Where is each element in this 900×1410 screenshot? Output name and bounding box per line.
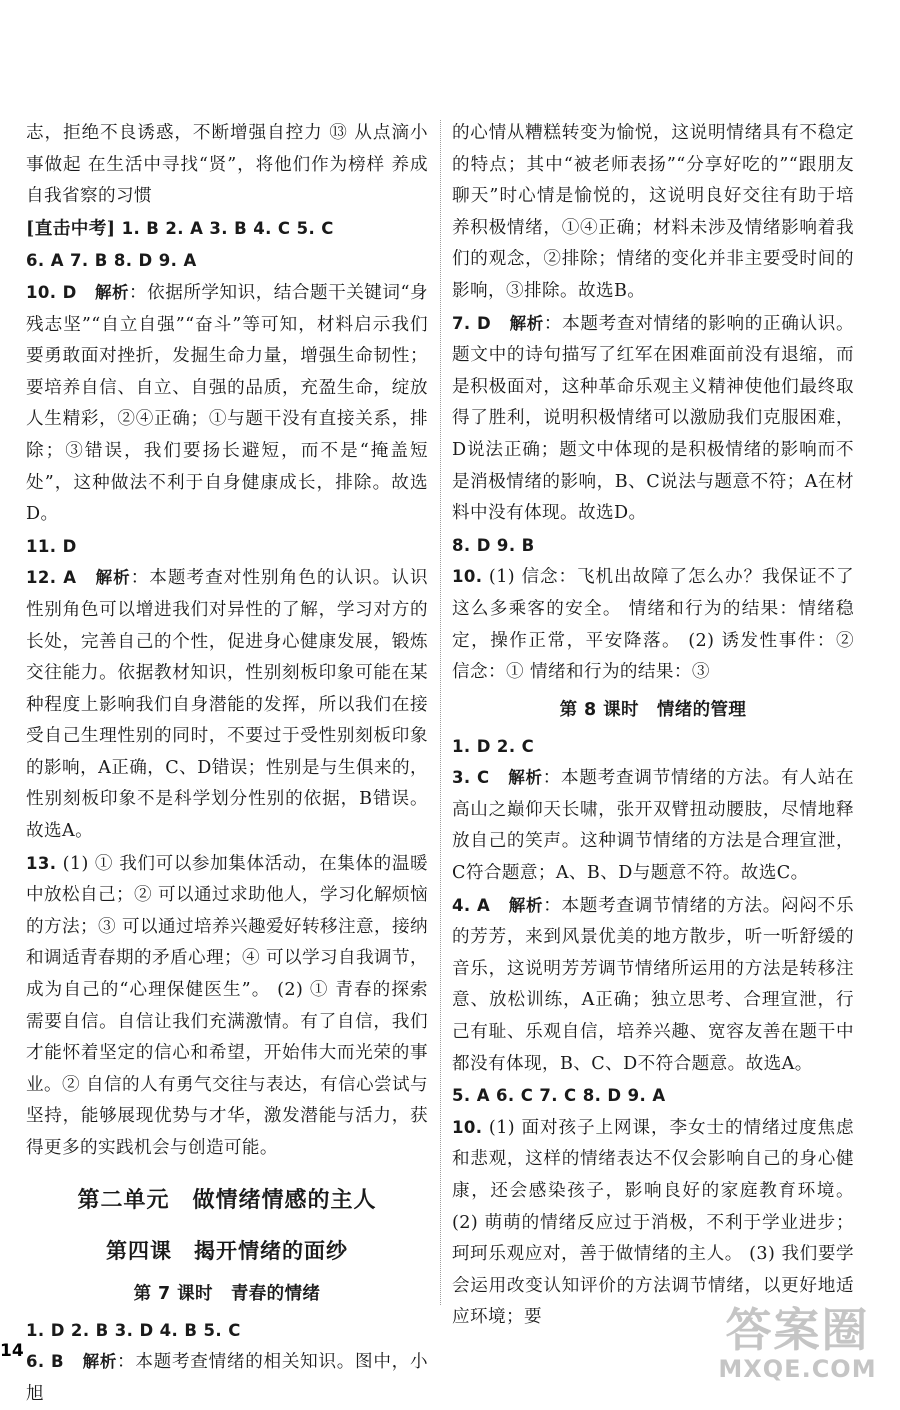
q-num: 10. xyxy=(452,567,483,587)
q-num: 13. xyxy=(26,853,57,873)
analysis-label: 解析 xyxy=(82,1352,118,1372)
question-13 xyxy=(26,848,428,1165)
analysis-label: 解析 xyxy=(508,768,543,788)
q-num: 4. A xyxy=(452,895,491,915)
paragraph: 志，拒绝不良诱惑，不断增强自控力 ⑬ 从点滴小事做起 在生活中寻找“贤”，将他们作为榜样 养成自我省察的习惯 xyxy=(26,123,428,207)
question-6 xyxy=(26,1346,428,1410)
q-num: 6. B xyxy=(26,1352,64,1372)
class-title: 第 7 课时 青春的情绪 xyxy=(133,1283,321,1304)
lesson-title: 第四课 揭开情绪的面纱 xyxy=(106,1238,348,1263)
column-divider xyxy=(440,120,441,1305)
zhiji-line xyxy=(26,213,428,246)
q-num: 10. xyxy=(452,1117,483,1137)
analysis-label: 解析 xyxy=(95,568,131,588)
analysis-label: 解析 xyxy=(95,282,130,302)
question-10 xyxy=(452,561,854,688)
q-text: (1) 信念：飞机出故障了怎么办？我保证不了这么多乘客的安全。 情绪和行为的结果：情绪稳定，操作正常，平安降落。 (2) 诱发性事件：② 信念：① 情绪和行为的结果：③ xyxy=(452,567,854,683)
right-column xyxy=(452,118,854,1334)
q-num: 7. D xyxy=(452,313,492,333)
question-3 xyxy=(452,762,854,889)
answers: 1. D 2. C xyxy=(452,736,535,756)
watermark-url: MXQE.COM xyxy=(718,1355,877,1383)
answers: 1. B 2. A 3. B 4. C 5. C xyxy=(115,218,334,238)
q-num: 12. A xyxy=(26,568,77,588)
answers: 1. D 2. B 3. D 4. B 5. C xyxy=(26,1320,241,1340)
answers: 6. A 7. B 8. D 9. A xyxy=(26,251,197,271)
left-column xyxy=(26,118,428,1410)
analysis-label: 解析 xyxy=(509,313,544,333)
page-number: 14 xyxy=(0,1341,24,1361)
question-10 xyxy=(452,1112,854,1334)
q-text: (1) 面对孩子上网课，李女士的情绪过度焦虑和悲观，这样的情绪表达不仅会影响自己的身心健康，还会感染孩子，影响良好的家庭教育环境。 (2) 萌萌的情绪反应过于消极，不利于学业进步；珂珂乐观应对，善于做情绪的主人。 (3) 我们要学会运用改变认知评价的方法调节情绪，以更好地适应环境；要 xyxy=(452,1117,854,1328)
q-text: ：依据所学知识，结合题干关键词“身残志坚”“自立自强”“奋斗”等可知，材料启示我们要勇敢面对挫折，发掘生命力量，增强生命韧性；要培养自信、自立、自强的品质，充盈生命，绽放人生精彩，②④正确；①与题干没有直接关系，排除；③错误，我们要扬长避短，而不是“掩盖短处”，这种做法不利于自身健康成长，排除。故选D。 xyxy=(26,282,429,525)
q-num: 10. D xyxy=(26,282,77,302)
q-text: ：本题考查对性别角色的认识。认识性别角色可以增进我们对异性的了解，学习对方的长处，完善自己的个性，促进身心健康发展，锻炼交往能力。依据教材知识，性别刻板印象可能在某种程度上影响我们自身潜能的发挥，所以我们在接受自己生理性别的同时，不要过于受性别刻板印象的影响，A正确，C、D错误；性别是与生俱来的，性别刻板印象不是科学划分性别的依据，B错误。故选A。 xyxy=(26,568,428,842)
question-10 xyxy=(26,277,428,531)
analysis-label: 解析 xyxy=(508,895,544,915)
q-text: ：本题考查调节情绪的方法。闷闷不乐的芳芳，来到风景优美的地方散步，听一听舒缓的音乐，这说明芳芳调节情绪所运用的方法是转移注意、放松训练，A正确；独立思考、合理宣泄，行己有耻、乐观自信，培养兴趣、宽容友善在题干中都没有体现，B、C、D不符合题意。故选A。 xyxy=(452,895,854,1074)
zhiji-tag: [直击中考] xyxy=(26,217,116,239)
question-4 xyxy=(452,890,854,1081)
q-text: ：本题考查调节情绪的方法。有人站在高山之巅仰天长啸，张开双臂扭动腰肢，尽情地释放自己的笑声。这种调节情绪的方法是合理宣泄，C符合题意；A、B、D与题意不符。故选C。 xyxy=(452,768,854,884)
q-text: (1) ① 我们可以参加集体活动，在集体的温暖中放松自己；② 可以通过求助他人，学习化解烦恼的方法；③ 可以通过培养兴趣爱好转移注意，接纳和调适青春期的矛盾心理；④ 可以学习自我调节，成为自己的“心理保健医生”。 (2) ① 青春的探索需要自信。自信让我们充满激情。有了自信，我们才能怀着坚定的信心和希望，开始伟大而光荣的事业。② 自信的人有勇气交往与表达，有信心尝试与坚持，能够展现优势与才华，激发潜能与活力，获得更多的实践机会与创造可能。 xyxy=(26,853,428,1158)
class-title: 第 8 课时 情绪的管理 xyxy=(559,699,747,720)
q-text: ：本题考查情绪的相关知识。图中，小旭 xyxy=(26,1352,428,1404)
q-text: ：本题考查对情绪的影响的正确认识。题文中的诗句描写了红军在困难面前没有退缩，而是积极面对，这种革命乐观主义精神使他们最终取得了胜利，说明积极情绪可以激励我们克服困难，D说法正确；题文中体现的是积极情绪的影响而不是消极情绪的影响，B、C说法与题意不符；A在材料中没有体现。故选D。 xyxy=(452,313,854,524)
q-num: 3. C xyxy=(452,768,490,788)
question-11: 11. D xyxy=(26,536,77,556)
question-12 xyxy=(26,562,428,847)
answers: 5. A 6. C 7. C 8. D 9. A xyxy=(452,1086,666,1106)
watermark-logo xyxy=(700,1305,895,1385)
paragraph: 的心情从糟糕转变为愉悦，这说明情绪具有不稳定的特点；其中“被老师表扬”“分享好吃的”“跟朋友聊天”时心情是愉悦的，这说明良好交往有助于培养积极情绪，①④正确；材料未涉及情绪影响着我们的观念，②排除；情绪的变化并非主要受时间的影响，③排除。故选B。 xyxy=(452,123,854,301)
question-7 xyxy=(452,308,854,530)
watermark-text: 答案圈 xyxy=(725,1303,870,1357)
answers: 8. D 9. B xyxy=(452,535,535,555)
unit-title: 第二单元 做情绪情感的主人 xyxy=(77,1187,377,1213)
